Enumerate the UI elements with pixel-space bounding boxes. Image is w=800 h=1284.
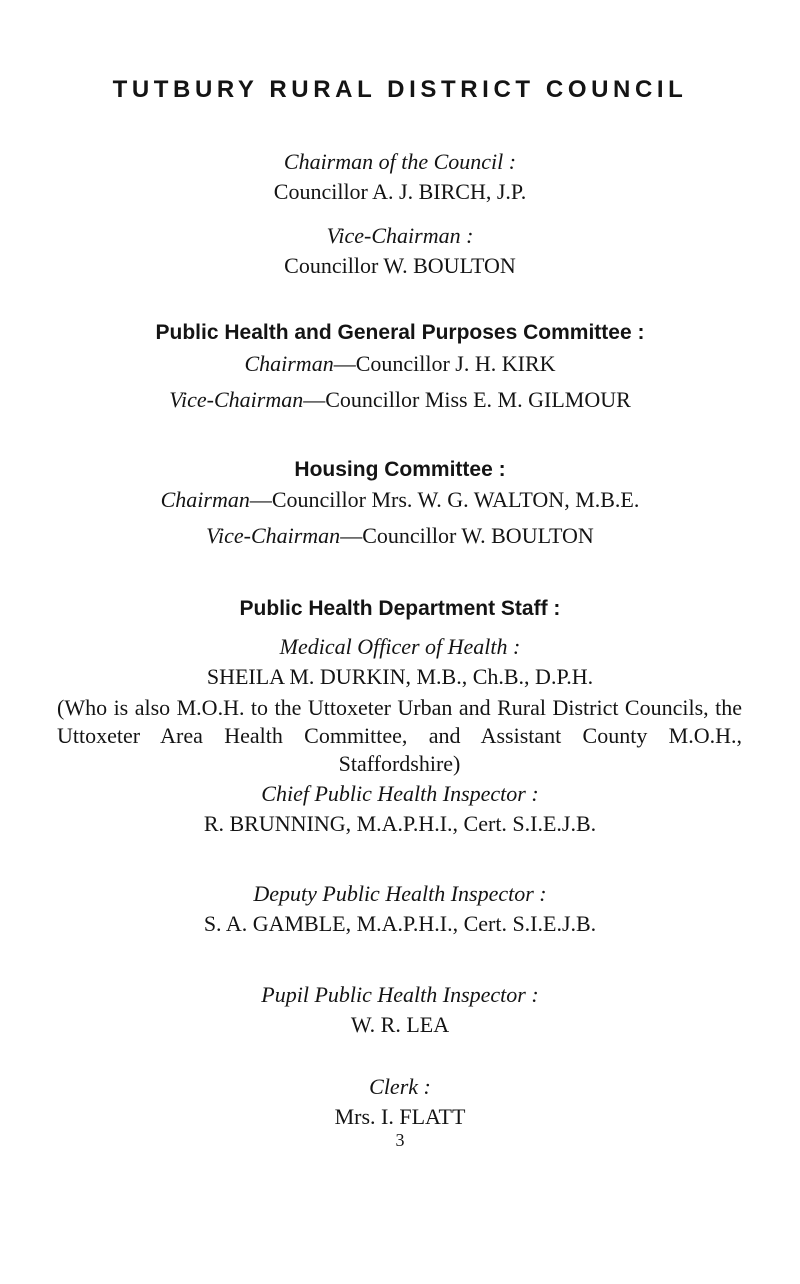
moh-name: SHEILA M. DURKIN, M.B., Ch.B., D.P.H. (206, 664, 594, 689)
clerk-role: Clerk : (369, 1074, 431, 1099)
public-health-committee-heading: Public Health and General Purposes Committee : (155, 321, 645, 344)
chief-phi-name: R. BRUNNING, M.A.P.H.I., Cert. S.I.E.J.B. (203, 811, 597, 836)
public-health-committee-chairman-role: Chairman (244, 351, 334, 376)
housing-committee-chairman-name: —Councillor Mrs. W. G. WALTON, M.B.E. (249, 487, 640, 512)
housing-committee-heading: Housing Committee : (294, 458, 506, 481)
page-number: 3 (395, 1130, 405, 1150)
page-title: TUTBURY RURAL DISTRICT COUNCIL (112, 76, 688, 103)
council-vice-chairman-role: Vice-Chairman : (326, 223, 474, 248)
moh-note: (Who is also M.O.H. to the Uttoxeter Urban and Rural District Councils, the Uttoxeter Area Health Committee, and Assistant County M.O.H., Staffordshire) (57, 695, 742, 776)
housing-committee-vice-chairman-role: Vice-Chairman (206, 523, 341, 548)
public-health-committee-vice-chairman-name: —Councillor Miss E. M. GILMOUR (303, 387, 631, 412)
deputy-phi-role: Deputy Public Health Inspector : (253, 881, 547, 906)
housing-committee-vice-chairman (0, 525, 800, 547)
council-chairman-role: Chairman of the Council : (283, 149, 517, 174)
clerk-name: Mrs. I. FLATT (334, 1104, 466, 1129)
housing-committee-chairman (0, 489, 800, 511)
pupil-phi-name: W. R. LEA (350, 1012, 450, 1037)
moh-role: Medical Officer of Health : (279, 634, 521, 659)
housing-committee-chairman-role: Chairman (160, 487, 250, 512)
staff-heading: Public Health Department Staff : (239, 597, 561, 620)
public-health-committee-vice-chairman (0, 389, 800, 411)
deputy-phi-name: S. A. GAMBLE, M.A.P.H.I., Cert. S.I.E.J.B. (203, 911, 597, 936)
public-health-committee-vice-chairman-role: Vice-Chairman (169, 387, 304, 412)
council-vice-chairman-name: Councillor W. BOULTON (284, 253, 516, 278)
council-chairman-name: Councillor A. J. BIRCH, J.P. (273, 179, 527, 204)
housing-committee-vice-chairman-name: —Councillor W. BOULTON (340, 523, 594, 548)
public-health-committee-chairman (0, 353, 800, 375)
public-health-committee-chairman-name: —Councillor J. H. KIRK (333, 351, 556, 376)
chief-phi-role: Chief Public Health Inspector : (261, 781, 539, 806)
pupil-phi-role: Pupil Public Health Inspector : (261, 982, 539, 1007)
